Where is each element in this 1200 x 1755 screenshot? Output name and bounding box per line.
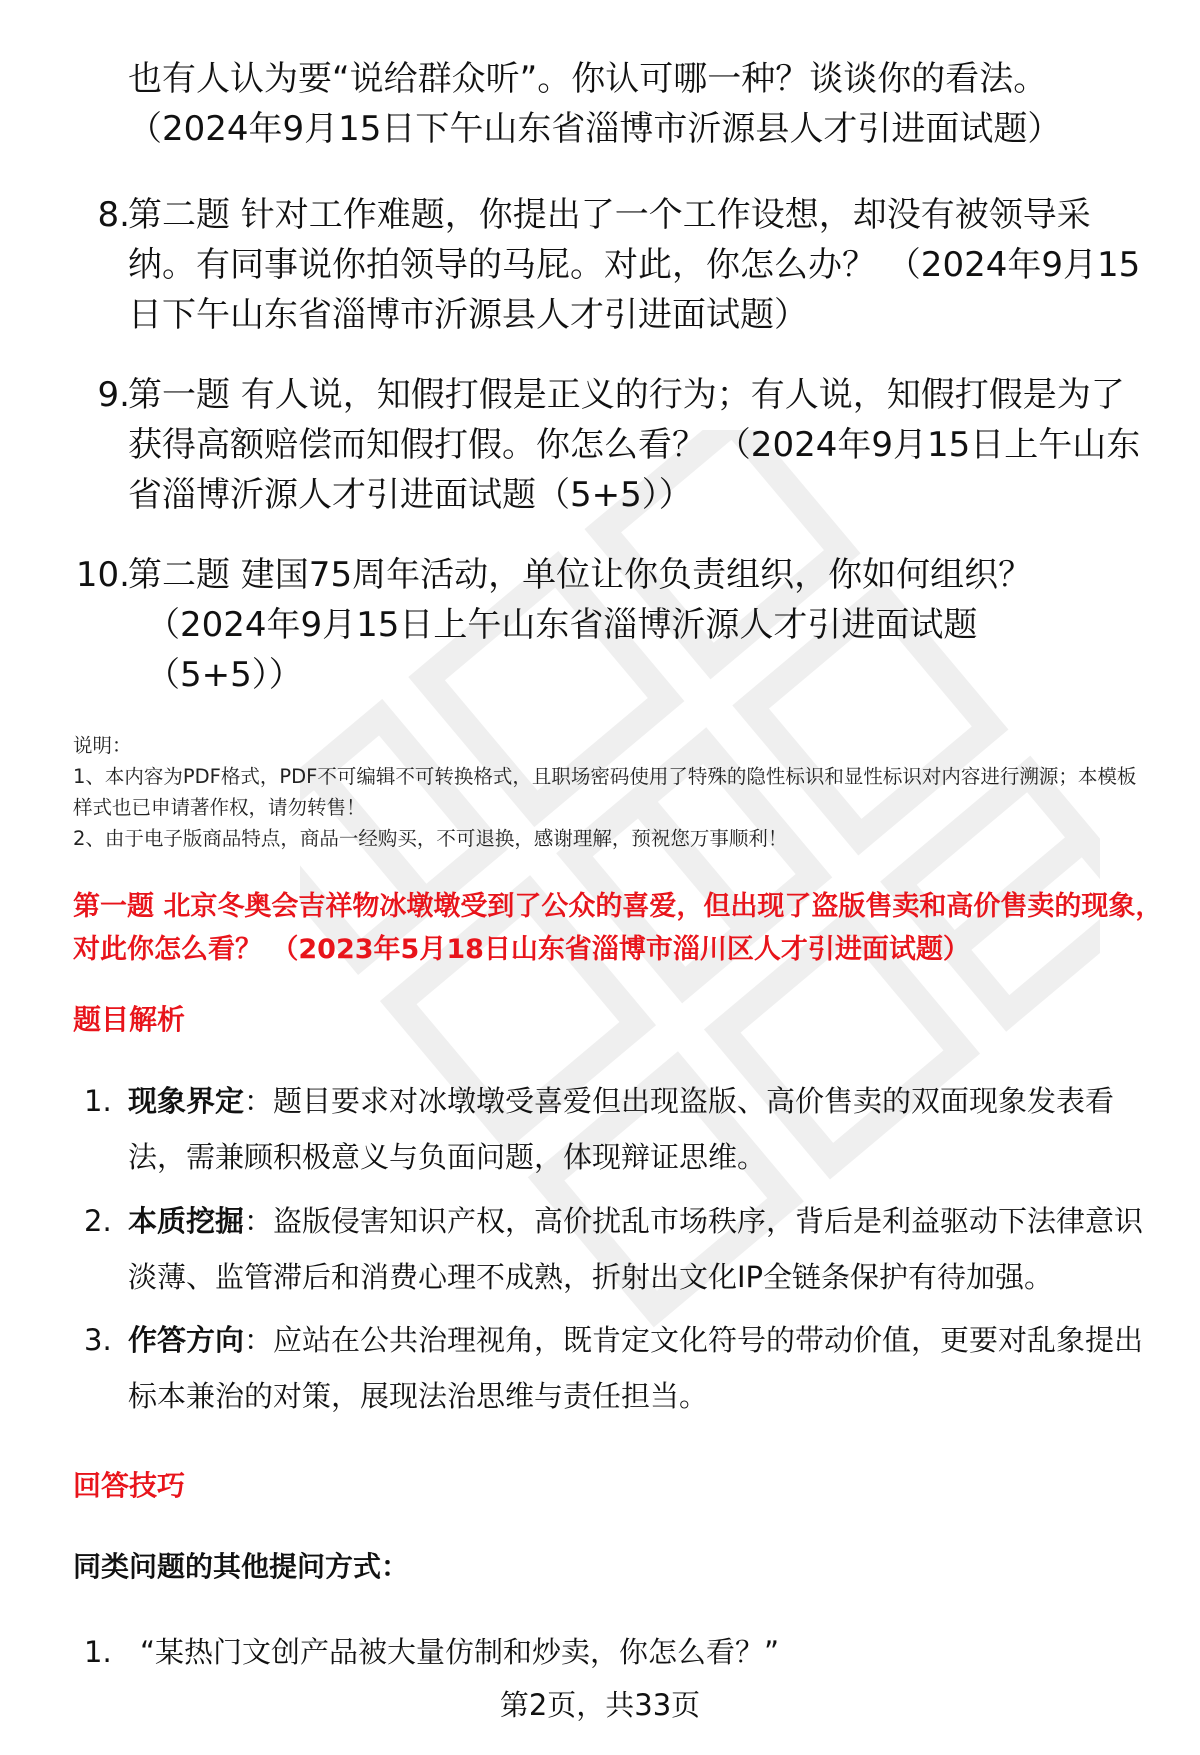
question-number: 9. — [97, 375, 130, 415]
other-way-number: 1. — [84, 1635, 112, 1669]
question-number: 10. — [75, 555, 130, 595]
analysis-term: 本质挖掘 — [128, 1204, 245, 1238]
analysis-text — [128, 1193, 1148, 1305]
analysis-term: 作答方向 — [128, 1323, 245, 1357]
notes — [73, 730, 1153, 854]
question-continuation — [128, 54, 1128, 154]
question-text: 第二题 针对工作难题，你提出了一个工作设想，却没有被领导采纳。有同事说你拍领导的马屁。对此，你怎么办？ （2024年9月15日下午山东省淄博市沂源县人才引进面试题） — [128, 195, 1141, 335]
analysis-body: ：应站在公共治理视角，既肯定文化符号的带动价值，更要对乱象提出标本兼治的对策，展现法治思维与责任担当。 — [128, 1323, 1144, 1413]
analysis-term: 现象界定 — [128, 1084, 245, 1118]
other-way-text: “某热门文创产品被大量仿制和炒卖，你怎么看？” — [140, 1635, 780, 1669]
analysis-heading: 题目解析 — [73, 1003, 186, 1036]
analysis-text — [128, 1073, 1148, 1185]
question-text-line: （5+5）） — [146, 655, 303, 695]
continuation-line-1: 也有人认为要“说给群众听”。你认可哪一种？谈谈你的看法。 — [128, 59, 1048, 99]
question-text-line: 第二题 建国75周年活动，单位让你负责组织，你如何组织？ — [128, 555, 1033, 595]
notes-title: 说明： — [73, 734, 132, 757]
analysis-body: ：题目要求对冰墩墩受喜爱但出现盗版、高价售卖的双面现象发表看法，需兼顾积极意义与负面问题，体现辩证思维。 — [128, 1084, 1115, 1174]
notes-line-2: 2、由于电子版商品特点，商品一经购买，不可退换，感谢理解，预祝您万事顺利！ — [73, 827, 788, 850]
question-text — [128, 550, 1148, 700]
analysis-number: 1. — [84, 1084, 112, 1118]
featured-question: 第一题 北京冬奥会吉祥物冰墩墩受到了公众的喜爱，但出现了盗版售卖和高价售卖的现象，对此你怎么看？ （2023年5月18日山东省淄博市淄川区人才引进面试题） — [73, 891, 1163, 965]
question-text: 第一题 有人说，知假打假是正义的行为；有人说，知假打假是为了获得高额赔偿而知假打假。你怎么看？ （2024年9月15日上午山东省淄博沂源人才引进面试题（5+5）） — [128, 375, 1141, 515]
other-ways-heading: 同类问题的其他提问方式： — [73, 1550, 410, 1583]
continuation-line-2: （2024年9月15日下午山东省淄博市沂源县人才引进面试题） — [128, 109, 1062, 149]
analysis-text — [128, 1312, 1148, 1424]
analysis-body: ：盗版侵害知识产权，高价扰乱市场秩序，背后是利益驱动下法律意识淡薄、监管滞后和消费心理不成熟，折射出文化IP全链条保护有待加强。 — [128, 1204, 1144, 1294]
analysis-number: 3. — [84, 1323, 112, 1357]
page-footer: 第2页，共33页 — [499, 1688, 701, 1722]
analysis-number: 2. — [84, 1204, 112, 1238]
question-number: 8. — [97, 195, 130, 235]
question-text-line: （2024年9月15日上午山东省淄博沂源人才引进面试题 — [146, 605, 978, 645]
tips-heading: 回答技巧 — [73, 1469, 186, 1502]
notes-line-1: 1、本内容为PDF格式，PDF不可编辑不可转换格式，且职场密码使用了特殊的隐性标识和显性标识对内容进行溯源；本模板样式也已申请著作权，请勿转售！ — [73, 765, 1137, 819]
